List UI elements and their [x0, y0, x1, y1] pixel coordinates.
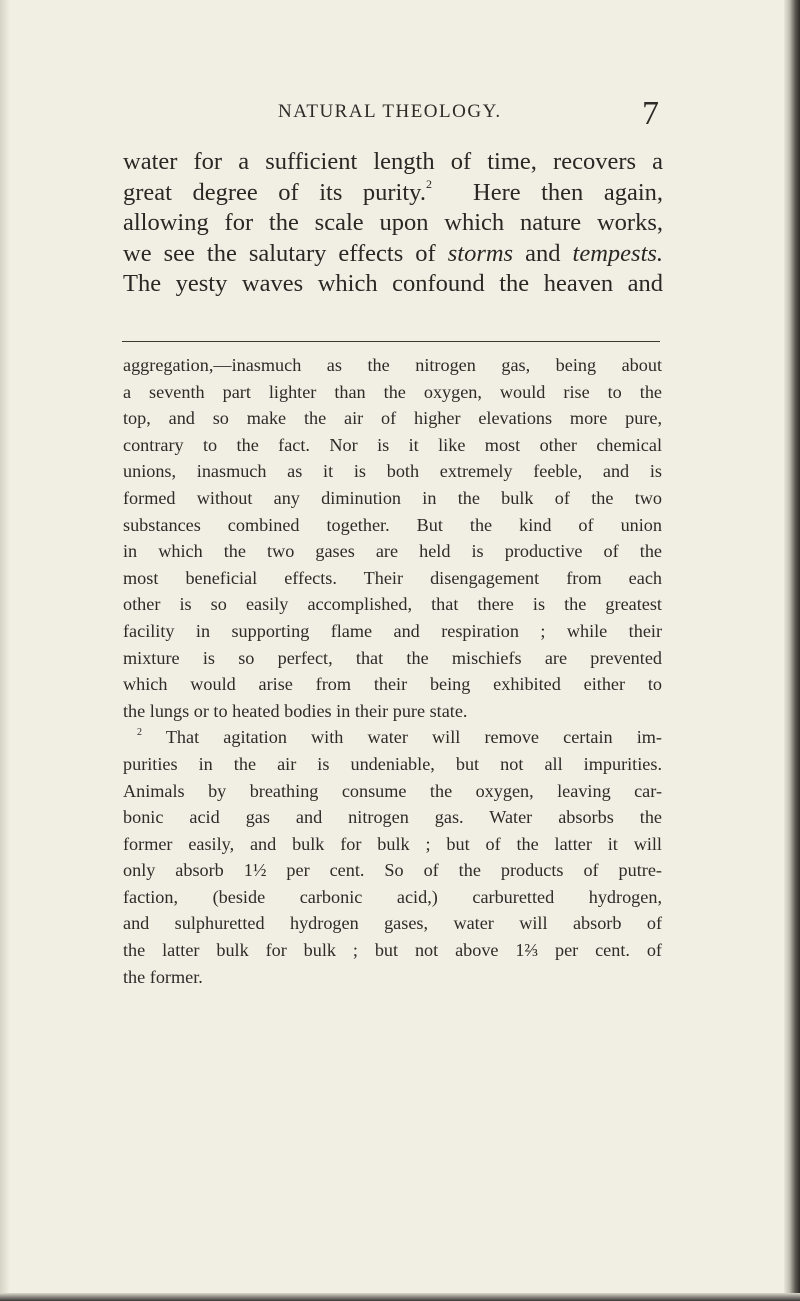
text-line: allowing for the scale upon which nature works, [123, 209, 663, 236]
text-fragment: Here then again, [473, 178, 664, 206]
note-line: top, and so make the air of higher elevations more pure, [123, 408, 662, 429]
note-line: mixture is so perfect, that the mischiefs are prevented [123, 647, 662, 668]
note-line: facility in supporting flame and respiration ; while their [123, 620, 662, 641]
binding-shadow [0, 0, 10, 1301]
note-line: in which the two gases are held is productive of the [123, 541, 662, 562]
text-line [123, 178, 663, 209]
main-text [123, 147, 663, 300]
note-line: formed without any diminution in the bulk of the two [123, 487, 662, 508]
running-head: NATURAL THEOLOGY. [278, 101, 502, 122]
text-line: The yesty waves which confound the heaven and [123, 270, 663, 297]
text-fragment: great degree of its purity. [123, 178, 426, 206]
emphasis: tempests. [572, 239, 664, 267]
footnote-ref: 2 [425, 176, 432, 191]
note-line: aggregation,—inasmuch as the nitrogen gas, being about [123, 355, 662, 375]
scan-bottom-edge [0, 1293, 800, 1301]
note-line: contrary to the fact. Nor is it like most other chemical [123, 434, 662, 455]
footnote-mark: 2 [137, 727, 142, 739]
note-line [123, 724, 662, 751]
note-line: a seventh part lighter than the oxygen, would rise to the [123, 381, 662, 402]
page-header [0, 95, 800, 135]
text-line: water for a sufficient length of time, recovers a [123, 148, 663, 175]
note-fragment: That agitation with water will remove certain im- [165, 727, 662, 748]
note-line: bonic acid gas and nitrogen gas. Water absorbs the [123, 807, 662, 828]
footnote-divider [122, 341, 660, 342]
text-line [123, 239, 663, 270]
note-line: former easily, and bulk for bulk ; but of the latter it will [123, 833, 662, 854]
note-line: most beneficial effects. Their disengagement from each [123, 567, 662, 588]
text-fragment: we see the salutary effects of [123, 239, 436, 267]
note-line: purities in the air is undeniable, but not all impurities. [123, 753, 662, 774]
note-line: and sulphuretted hydrogen gases, water will absorb of [123, 913, 662, 934]
scan-edge [784, 0, 800, 1301]
note-line: the lungs or to heated bodies in their pure state. [123, 700, 468, 721]
note-line: only absorb 1½ per cent. So of the products of putre- [123, 860, 662, 881]
footnotes [123, 352, 662, 990]
note-line: substances combined together. But the kind of union [123, 514, 662, 535]
note-line: faction, (beside carbonic acid,) carburetted hydrogen, [123, 886, 662, 907]
text-fragment: and [525, 239, 561, 267]
page-number: 7 [642, 95, 659, 132]
note-line: the former. [123, 966, 203, 987]
note-line: the latter bulk for bulk ; but not above 1⅔ per cent. of [123, 940, 662, 961]
note-line: which would arise from their being exhibited either to [123, 674, 662, 695]
emphasis: storms [447, 239, 514, 267]
note-line: unions, inasmuch as it is both extremely feeble, and is [123, 461, 662, 482]
note-line: other is so easily accomplished, that there is the greatest [123, 594, 662, 615]
note-line: Animals by breathing consume the oxygen, leaving car- [123, 780, 662, 801]
